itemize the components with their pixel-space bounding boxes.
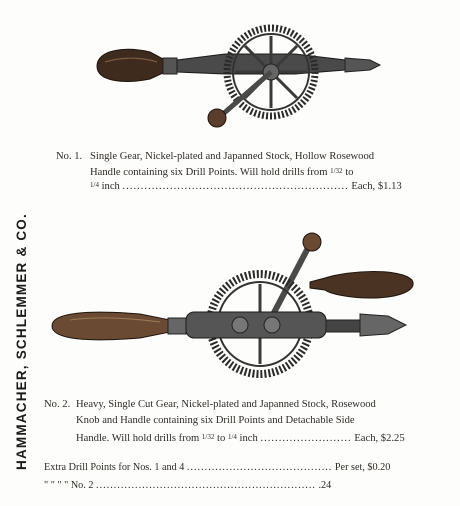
fraction-from: 1/32 (201, 433, 215, 441)
leader-dots: .............................................................. (96, 480, 316, 491)
item-no1-description (56, 150, 436, 192)
description-text: Handle containing six Drill Points. Will hold drills from (90, 167, 328, 178)
leader-dots: .............................................................. (122, 181, 349, 192)
item-number: No. 1. (56, 151, 83, 162)
extra-drill-points (44, 462, 444, 496)
item-price: Each, $1.13 (351, 181, 402, 192)
extra-label: Extra Drill Points for Nos. 1 and 4 (44, 462, 185, 473)
company-name: HAMMACHER, SCHLEMMER & CO. (14, 213, 29, 470)
item-number: No. 2. (44, 399, 71, 410)
item-no2-description (44, 398, 444, 446)
extra-price: Per set, $0.20 (334, 462, 391, 473)
inch-word: inch (239, 433, 258, 444)
fraction-from: 1/32 (330, 167, 343, 175)
description-text: Handle. Will hold drills from (76, 433, 200, 444)
leader-dots: ......................... (260, 433, 352, 444)
to-word: to (217, 433, 226, 444)
description-line: Heavy, Single Cut Gear, Nickel-plated and Japanned Stock, Rosewood (76, 399, 376, 410)
inch-word: inch (101, 181, 120, 192)
description-line-3 (76, 430, 405, 446)
description-line-3 (90, 178, 402, 194)
description-line: Single Gear, Nickel-plated and Japanned Stock, Hollow Rosewood (90, 151, 375, 162)
description-line: Knob and Handle containing six Drill Points and Detachable Side (76, 415, 355, 426)
extra-label: " " " " No. 2 (44, 480, 94, 491)
extra-line-2 (44, 480, 331, 491)
fraction-to: 1/4 (227, 433, 237, 441)
fraction-to: 1/4 (90, 181, 99, 189)
extra-price: .24 (318, 480, 332, 491)
to-word: to (345, 167, 354, 178)
hand-drill-no1-illustration (95, 22, 385, 134)
leader-dots: ......................................... (186, 462, 333, 473)
extra-line-1 (44, 462, 390, 473)
item-price: Each, $2.25 (354, 433, 405, 444)
hand-drill-no2-illustration (50, 228, 430, 378)
